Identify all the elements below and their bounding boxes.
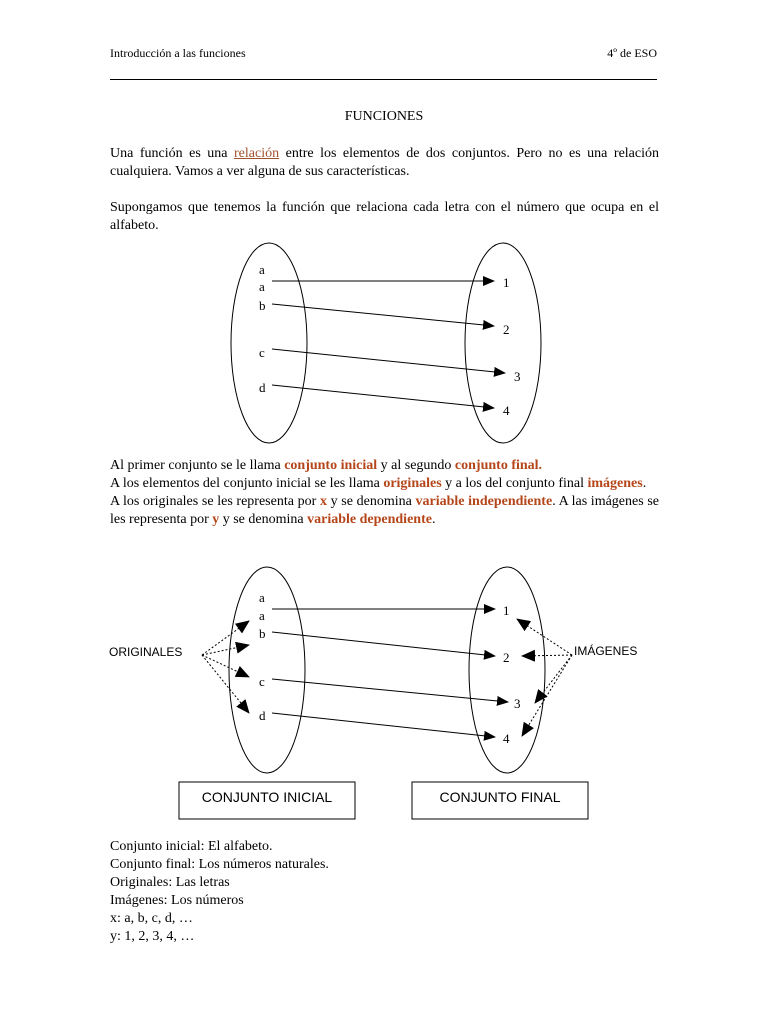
d1-left-item: a xyxy=(259,279,265,294)
summary-list xyxy=(110,838,329,946)
term-conjunto-final: conjunto final. xyxy=(454,458,543,473)
expl-text: . xyxy=(431,512,436,527)
expl-text: y se denomina xyxy=(326,494,416,509)
expl-text: y se denomina xyxy=(219,512,308,527)
d1-left-item: c xyxy=(259,345,265,360)
list-item: x: a, b, c, d, … xyxy=(110,911,193,926)
list-item: Conjunto inicial: El alfabeto. xyxy=(110,839,273,854)
page-title: FUNCIONES xyxy=(344,109,424,124)
d2-left-item: c xyxy=(259,674,265,689)
d1-left-item: b xyxy=(259,298,266,313)
originales-pointer xyxy=(202,655,249,677)
d2-right-item: 1 xyxy=(503,603,510,618)
d2-left-item: a xyxy=(259,590,265,605)
term-imagenes: imágenes xyxy=(587,476,643,491)
expl-text: A los elementos del conjunto inicial se les llama xyxy=(110,476,384,491)
imagenes-pointer xyxy=(535,655,572,703)
originales-label: ORIGINALES xyxy=(109,645,183,659)
list-item: Imágenes: Los números xyxy=(110,893,244,908)
term-x: x xyxy=(319,494,327,509)
imagenes-pointer xyxy=(522,655,572,736)
term-y: y xyxy=(212,512,220,527)
d1-right-item: 4 xyxy=(503,403,510,418)
expl-text: Al primer conjunto se le llama xyxy=(110,458,285,473)
d1-right-item: 1 xyxy=(503,275,510,290)
mapping-arrow xyxy=(272,713,495,737)
header-right: 4º de ESO xyxy=(607,46,657,60)
list-item: y: 1, 2, 3, 4, … xyxy=(110,929,195,944)
relacion-link[interactable]: relación xyxy=(234,146,280,161)
term-conjunto-inicial: conjunto inicial xyxy=(284,458,378,473)
imagenes-pointer xyxy=(522,655,572,656)
imagenes-label: IMÁGENES xyxy=(574,644,638,658)
header-left: Introducción a las funciones xyxy=(110,46,246,60)
initial-set-box-label: CONJUNTO INICIAL xyxy=(201,789,333,805)
term-variable-independiente: variable independiente xyxy=(415,494,553,509)
d1-left-item: d xyxy=(259,380,266,395)
final-set-box-label: CONJUNTO FINAL xyxy=(439,789,561,805)
list-item: Originales: Las letras xyxy=(110,875,230,890)
d2-left-item: a xyxy=(259,608,265,623)
expl-text: . A las imágenes se les representa por xyxy=(110,494,660,527)
expl-text: y al segundo xyxy=(377,458,455,473)
expl-text: y a los del conjunto final xyxy=(441,476,588,491)
mapping-arrow xyxy=(272,679,508,702)
expl-text: A los originales se les representa por xyxy=(110,494,320,509)
d2-right-item: 4 xyxy=(503,731,510,746)
mapping-arrow xyxy=(272,632,495,656)
expl-text: . xyxy=(642,476,647,491)
d2-right-item: 2 xyxy=(503,650,510,665)
d2-right-item: 3 xyxy=(514,696,521,711)
list-item: Conjunto final: Los números naturales. xyxy=(110,857,329,872)
intro-text-2: entre los elementos de dos conjuntos. Pero no es una relación cualquiera. Vamos a ver alguna de sus características. xyxy=(110,146,659,179)
d1-left-item: a xyxy=(259,262,265,277)
d2-left-item: b xyxy=(259,626,266,641)
originales-pointer xyxy=(202,655,249,713)
intro-text-1: Una función es una xyxy=(110,146,234,161)
d1-right-item: 3 xyxy=(514,369,521,384)
d1-right-item: 2 xyxy=(503,322,510,337)
term-originales: originales xyxy=(383,476,442,491)
example-text: Supongamos que tenemos la función que relaciona cada letra con el número que ocupa en el alfabeto. xyxy=(110,200,659,233)
d2-left-item: d xyxy=(259,708,266,723)
term-variable-dependiente: variable dependiente xyxy=(307,512,432,527)
initial-set-ellipse xyxy=(229,567,305,773)
